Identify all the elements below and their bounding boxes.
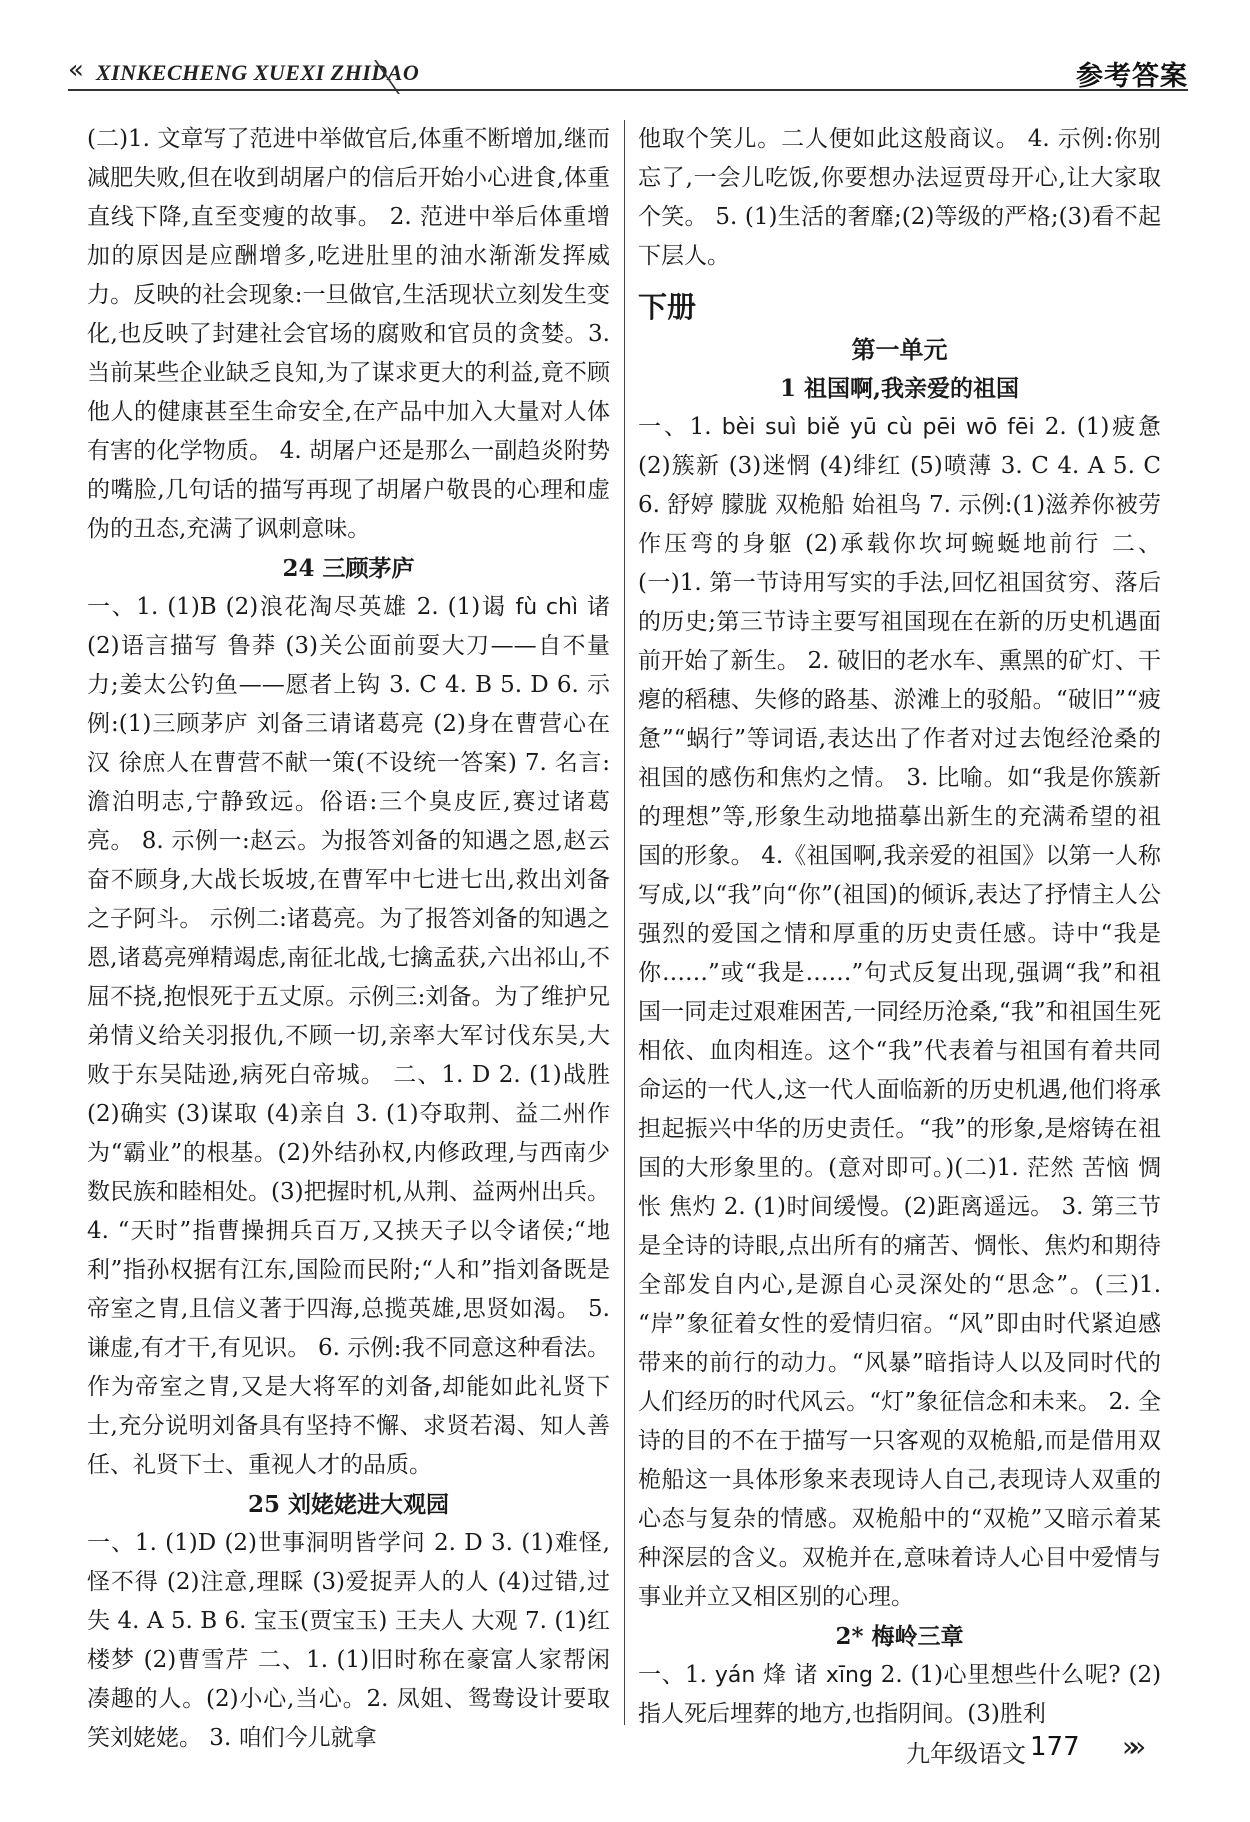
answer-paragraph: 一、1. bèi suì biě yū cù pēi wō fēi 2. (1)疲惫 (2)簇新 (3)迷惘 (4)绯红 (5)喷薄 3. C 4. A 5. C 6. 舒婷 朦胧 双桅船 始祖鸟 7. 示例:(1)滋养你被劳作压弯的身躯 (2)承载你坎坷蜿蜒地前行 二、(一)1. 第一节诗用写实的手法,回忆祖国贫穷、落后的历史;第三节诗主要写祖国现在在新的历史机遇面前开始了新生。 2. 破旧的老水车、熏黑的矿灯、干瘪的稻穗、失修的路基、淤滩上的驳船。“破旧”“疲惫”“蜗行”等词语,表达出了作者对过去饱经沧桑的祖国的感伤和焦灼之情。 3. 比喻。如“我是你簇新的理想”等,形象生动地描摹出新生的充满希望的祖国的形象。 4.《祖国啊,我亲爱的祖国》以第一人称写成,以“我”向“你”(祖国)的倾诉,表达了抒情主人公强烈的爱国之情和厚重的历史责任感。诗中“我是你……”或“我是……”句式反复出现,强调“我”和祖国一同走过艰难困苦,一同经历沧桑,“我”和祖国生死相依、血肉相连。这个“我”代表着与祖国有着共同命运的一代人,这一代人面临新的历史机遇,他们将承担起振兴中华的历史责任。“我”的形象,是熔铸在祖国的大形象里的。(意对即可。)(二)1. 茫然 苦恼 惆怅 焦灼 2. (1)时间缓慢。(2)距离遥远。 3. 第三节是全诗的诗眼,点出所有的痛苦、惆怅、焦灼和期待全部发自内心,是源自心灵深处的“思念”。(三)1. “岸”象征着女性的爱情归宿。“风”即由时代紧迫感带来的前行的动力。“风暴”暗指诗人以及同时代的人们经历的时代风云。“灯”象征信念和未来。 2. 全诗的目的不在于描写一只客观的双桅船,而是借用双桅船这一具体形象来表现诗人自己,表现诗人双重的心态与复杂的情感。双桅船中的“双桅”又暗示着某种深层的含义。双桅并在,意味着诗人心目中爱情与事业并立又相区别的心理。 xyxy=(638,414,1162,1610)
series-title: XINKECHENG XUEXI ZHIDAO xyxy=(96,60,420,85)
lesson-heading: 24 三顾茅庐 xyxy=(282,555,415,582)
pinyin: yán xyxy=(714,1663,756,1688)
lesson-heading: 1 祖国啊,我亲爱的祖国 xyxy=(779,375,1020,402)
double-chevron-right-icon: »» xyxy=(1122,1730,1137,1763)
subject-label: 九年级语文 xyxy=(906,1740,1026,1768)
page-header xyxy=(68,52,1188,92)
answer-paragraph: 一、1. (1)B (2)浪花淘尽英雄 2. (1)谒 fù chì 诸 (2)语言描写 鲁莽 (3)关公面前耍大刀——自不量力;姜太公钓鱼——愿者上钩 3. C 4. B 5. D 6. 示例:(1)三顾茅庐 刘备三请诸葛亮 (2)身在曹营心在汉 徐庶人在曹营不献一策(不设统一答案) 7. 名言:澹泊明志,宁静致远。俗语:三个臭皮匠,赛过诸葛亮。 8. 示例一:赵云。为报答刘备的知遇之恩,赵云奋不顾身,大战长坂坡,在曹军中七进七出,救出刘备之子阿斗。 示例二:诸葛亮。为了报答刘备的知遇之恩,诸葛亮殚精竭虑,南征北战,七擒孟获,六出祁山,不屈不挠,抱恨死于五丈原。示例三:刘备。为了维护兄弟情义给关羽报仇,不顾一切,亲率大军讨伐东吴,大败于东吴陆逊,病死白帝城。 二、1. D 2. (1)战胜 (2)确实 (3)谋取 (4)亲自 3. (1)夺取荆、益二州作为“霸业”的根基。(2)外结孙权,内修政理,与西南少数民族和睦相处。(3)把握时机,从荆、益两州出兵。 4. “天时”指曹操拥兵百万,又挟天子以令诸侯;“地利”指孙权据有江东,国险而民附;“人和”指刘备既是帝室之胄,且信义著于四海,总揽英雄,思贤如渴。 5. 谦虚,有才干,有见识。 6. 示例:我不同意这种看法。作为帝室之胄,又是大将军的刘备,却能如此礼贤下士,充分说明刘备具有坚持不懈、求贤若渴、知人善任、礼贤下士、重视人才的品质。 xyxy=(87,594,611,1478)
answer-paragraph: 他取个笑儿。二人便如此这般商议。 4. 示例:你别忘了,一会儿吃饭,你要想办法逗贾母开心,让大家取个笑。 5. (1)生活的奢靡;(2)等级的严格;(3)看不起下层人。 xyxy=(638,126,1161,269)
volume-heading: 下册 xyxy=(638,290,697,324)
header-rule xyxy=(68,89,1188,91)
answer-paragraph: 一、1. yán 烽 诸 xīng 2. (1)心里想些什么呢? (2)指人死后埋葬的地方,也指阴间。(3)胜利 xyxy=(638,1662,1162,1727)
column-divider xyxy=(624,120,625,1725)
section-title: 参考答案 xyxy=(1076,61,1188,92)
double-chevron-left-icon: « xyxy=(68,55,75,85)
answer-paragraph: 一、1. (1)D (2)世事洞明皆学问 2. D 3. (1)难怪,怪不得 (2)注意,理睬 (3)爱捉弄人的人 (4)过错,过失 4. A 5. B 6. 宝玉(贾宝玉) 王夫人 大观 7. (1)红楼梦 (2)曹雪芹 二、1. (1)旧时称在豪富人家帮闲凑趣的人。(2)小心,当心。2. 凤姐、鸳鸯设计要取笑刘姥姥。 3. 咱们今儿就拿 xyxy=(87,1530,610,1751)
page-footer xyxy=(0,1730,1250,1770)
page-number: 177 xyxy=(1030,1732,1080,1762)
lesson-heading: 25 刘姥姥进大观园 xyxy=(247,1491,449,1518)
pinyin: fù chì xyxy=(515,595,579,620)
right-column xyxy=(638,120,1161,1734)
left-column xyxy=(87,120,610,1758)
answer-paragraph: (二)1. 文章写了范进中举做官后,体重不断增加,继而减肥失败,但在收到胡屠户的信后开始小心进食,体重直线下降,直至变瘦的故事。 2. 范进中举后体重增加的原因是应酬增多,吃进肚里的油水渐渐发挥威力。反映的社会现象:一旦做官,生活现状立刻发生变化,也反映了封建社会官场的腐败和官员的贪婪。3. 当前某些企业缺乏良知,为了谋求更大的利益,竟不顾他人的健康甚至生命安全,在产品中加入大量对人体有害的化学物质。 4. 胡屠户还是那么一副趋炎附势的嘴脸,几句话的描写再现了胡屠户敬畏的心理和虚伪的丑态,充满了讽刺意味。 xyxy=(87,126,610,542)
pinyin: bèi suì biě yū cù pēi wō fēi xyxy=(721,415,1035,440)
pinyin: xīng xyxy=(825,1663,873,1688)
lesson-heading: 2* 梅岭三章 xyxy=(835,1623,964,1650)
unit-heading: 第一单元 xyxy=(851,335,948,364)
